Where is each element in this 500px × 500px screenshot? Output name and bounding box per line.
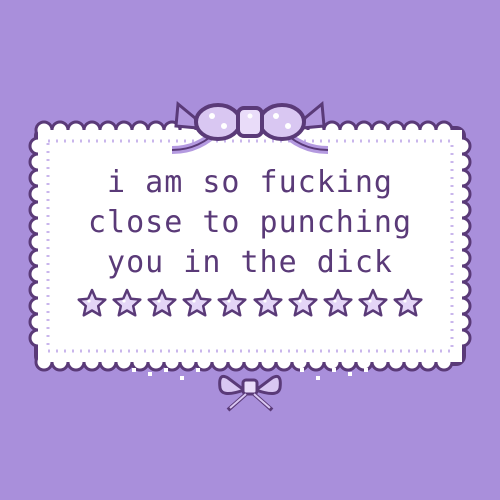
star-icon: [76, 287, 108, 319]
message-line-1: i am so fucking: [107, 165, 393, 200]
message-text: [50, 163, 450, 283]
star-icon: [111, 287, 143, 319]
star-row: [76, 287, 424, 319]
message-line-2: close to punching: [87, 205, 413, 240]
star-icon: [392, 287, 424, 319]
star-icon: [181, 287, 213, 319]
star-icon: [287, 287, 319, 319]
star-icon: [322, 287, 354, 319]
message-line-3: you in the dick: [107, 245, 393, 280]
star-icon: [357, 287, 389, 319]
star-icon: [216, 287, 248, 319]
star-icon: [146, 287, 178, 319]
small-bow-icon: [220, 376, 281, 410]
star-icon: [252, 287, 284, 319]
